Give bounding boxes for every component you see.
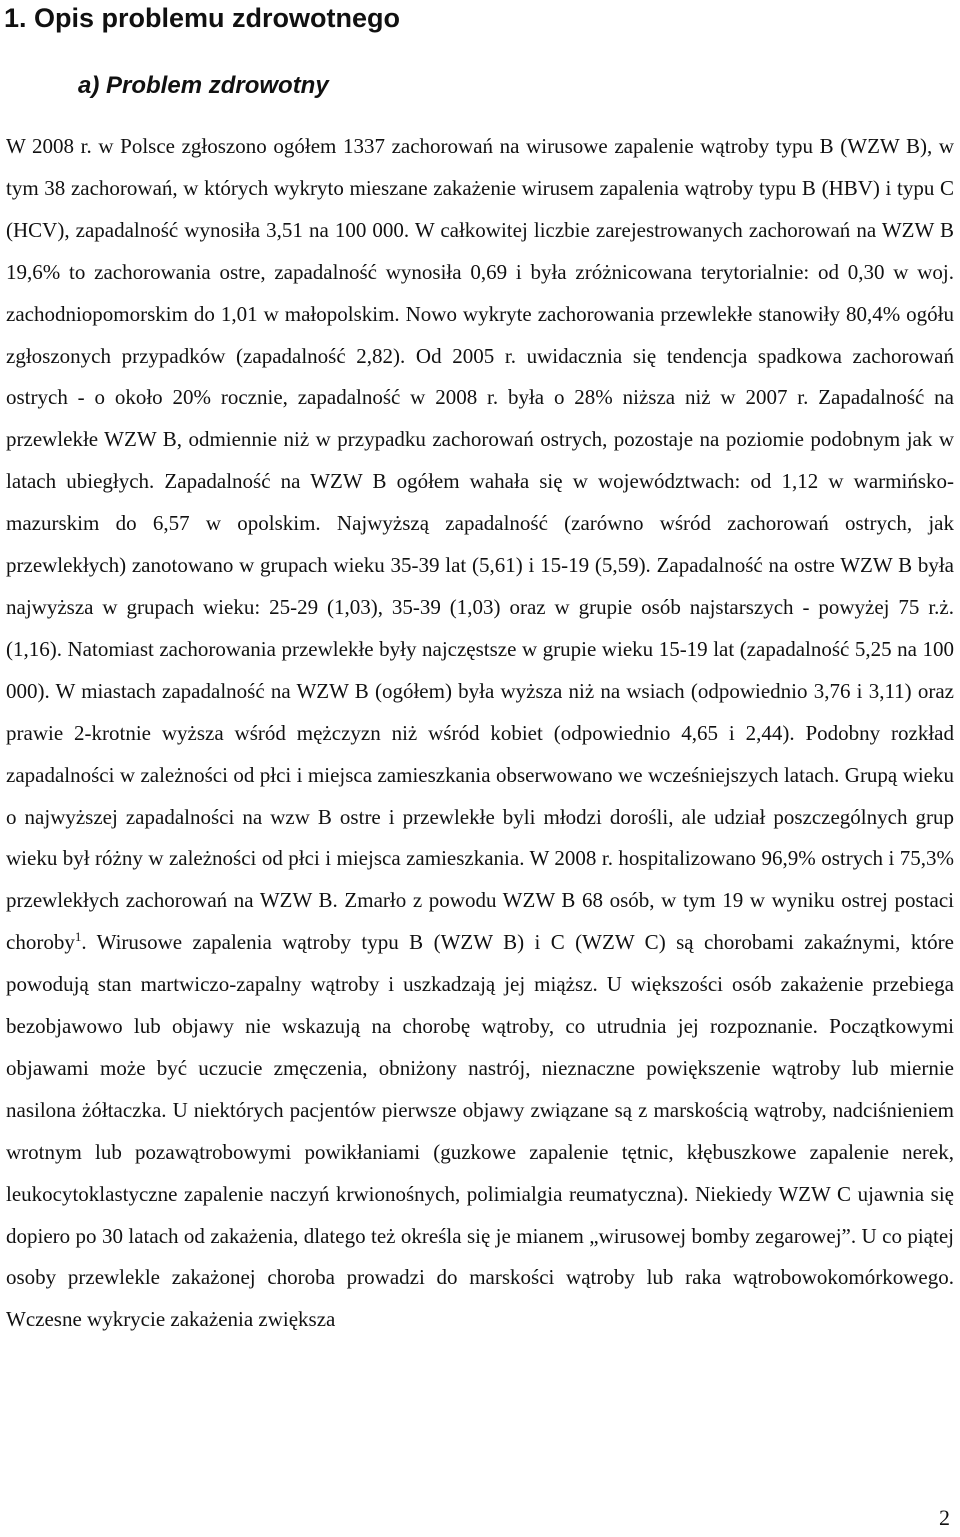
subsection-heading: a) Problem zdrowotny <box>78 72 329 99</box>
section-heading: 1. Opis problemu zdrowotnego <box>4 3 401 33</box>
page-number: 2 <box>939 1505 950 1530</box>
footnote-reference: 1 <box>74 929 82 945</box>
paragraph-text-part-2: . Wirusowe zapalenia wątroby typu B (WZW B) i C (WZW C) są chorobami zakaźnymi, które powodują stan martwiczo-zapalny wątroby i uszkadzają jej miąższ. U większości osób zakażenie przebiega bezobjawowo lub objawy nie wskazują na chorobę wątroby, co utrudnia jej rozpoznanie. Początkowymi objawami może być uczucie zmęczenia, obniżony nastrój, nieznaczne powiększenie wątroby lub miernie nasilona żółtaczka. U niektórych pacjentów pierwsze objawy związane są z marskością wątroby, nadciśnieniem wrotnym lub pozawątrobowymi powikłaniami (guzkowe zapalenie tętnic, kłębuszkowe zapalenie nerek, leukocytoklastyczne zapalenie naczyń krwionośnych, polimialgia reumatyczna). Niekiedy WZW C ujawnia się dopiero po 30 latach od zakażenia, dlatego też określa się je mianem „wirusowej bomby zegarowej”. U co piątej osoby przewlekle zakażonej choroba prowadzi do marskości wątroby lub raka wątrobowokomórkowego. Wczesne wykrycie zakażenia zwiększa <box>6 930 954 1332</box>
body-paragraph <box>6 126 954 1341</box>
paragraph-text-part-1: W 2008 r. w Polsce zgłoszono ogółem 1337 zachorowań na wirusowe zapalenie wątroby typu B (WZW B), w tym 38 zachorowań, w których wykryto mieszane zakażenie wirusem zapalenia wątroby typu B (HBV) i typu C (HCV), zapadalność wynosiła 3,51 na 100 000. W całkowitej liczbie zarejestrowanych zachorowań na WZW B 19,6% to zachorowania ostre, zapadalność wynosiła 0,69 i była zróżnicowana terytorialnie: od 0,30 w woj. zachodniopomorskim do 1,01 w małopolskim. Nowo wykryte zachorowania przewlekłe stanowiły 80,4% ogółu zgłoszonych przypadków (zapadalność 2,82). Od 2005 r. uwidacznia się tendencja spadkowa zachorowań ostrych - o około 20% rocznie, zapadalność w 2008 r. była o 28% niższa niż w 2007 r. Zapadalność na przewlekłe WZW B, odmiennie niż w przypadku zachorowań ostrych, pozostaje na poziomie podobnym jak w latach ubiegłych. Zapadalność na WZW B ogółem wahała się w województwach: od 1,12 w warmińsko-mazurskim do 6,57 w opolskim. Najwyższą zapadalność (zarówno wśród zachorowań ostrych, jak przewlekłych) zanotowano w grupach wieku 35-39 lat (5,61) i 15-19 (5,59). Zapadalność na ostre WZW B była najwyższa w grupach wieku: 25-29 (1,03), 35-39 (1,03) oraz w grupie osób najstarszych - powyżej 75 r.ż. (1,16). Natomiast zachorowania przewlekłe były najczęstsze w grupie wieku 15-19 lat (zapadalność 5,25 na 100 000). W miastach zapadalność na WZW B (ogółem) była wyższa niż na wsiach (odpowiednio 3,76 i 3,11) oraz prawie 2-krotnie wyższa wśród mężczyzn niż wśród kobiet (odpowiednio 4,65 i 2,44). Podobny rozkład zapadalności w zależności od płci i miejsca zamieszkania obserwowano we wcześniejszych latach. Grupą wieku o najwyższej zapadalności na wzw B ostre i przewlekłe byli młodzi dorośli, ale udział poszczególnych grup wieku był różny w zależności od płci i miejsca zamieszkania. W 2008 r. hospitalizowano 96,9% ostrych i 75,3% przewlekłych zachorowań na WZW B. Zmarło z powodu WZW B 68 osób, w tym 19 w wyniku ostrej postaci choroby <box>6 134 954 955</box>
